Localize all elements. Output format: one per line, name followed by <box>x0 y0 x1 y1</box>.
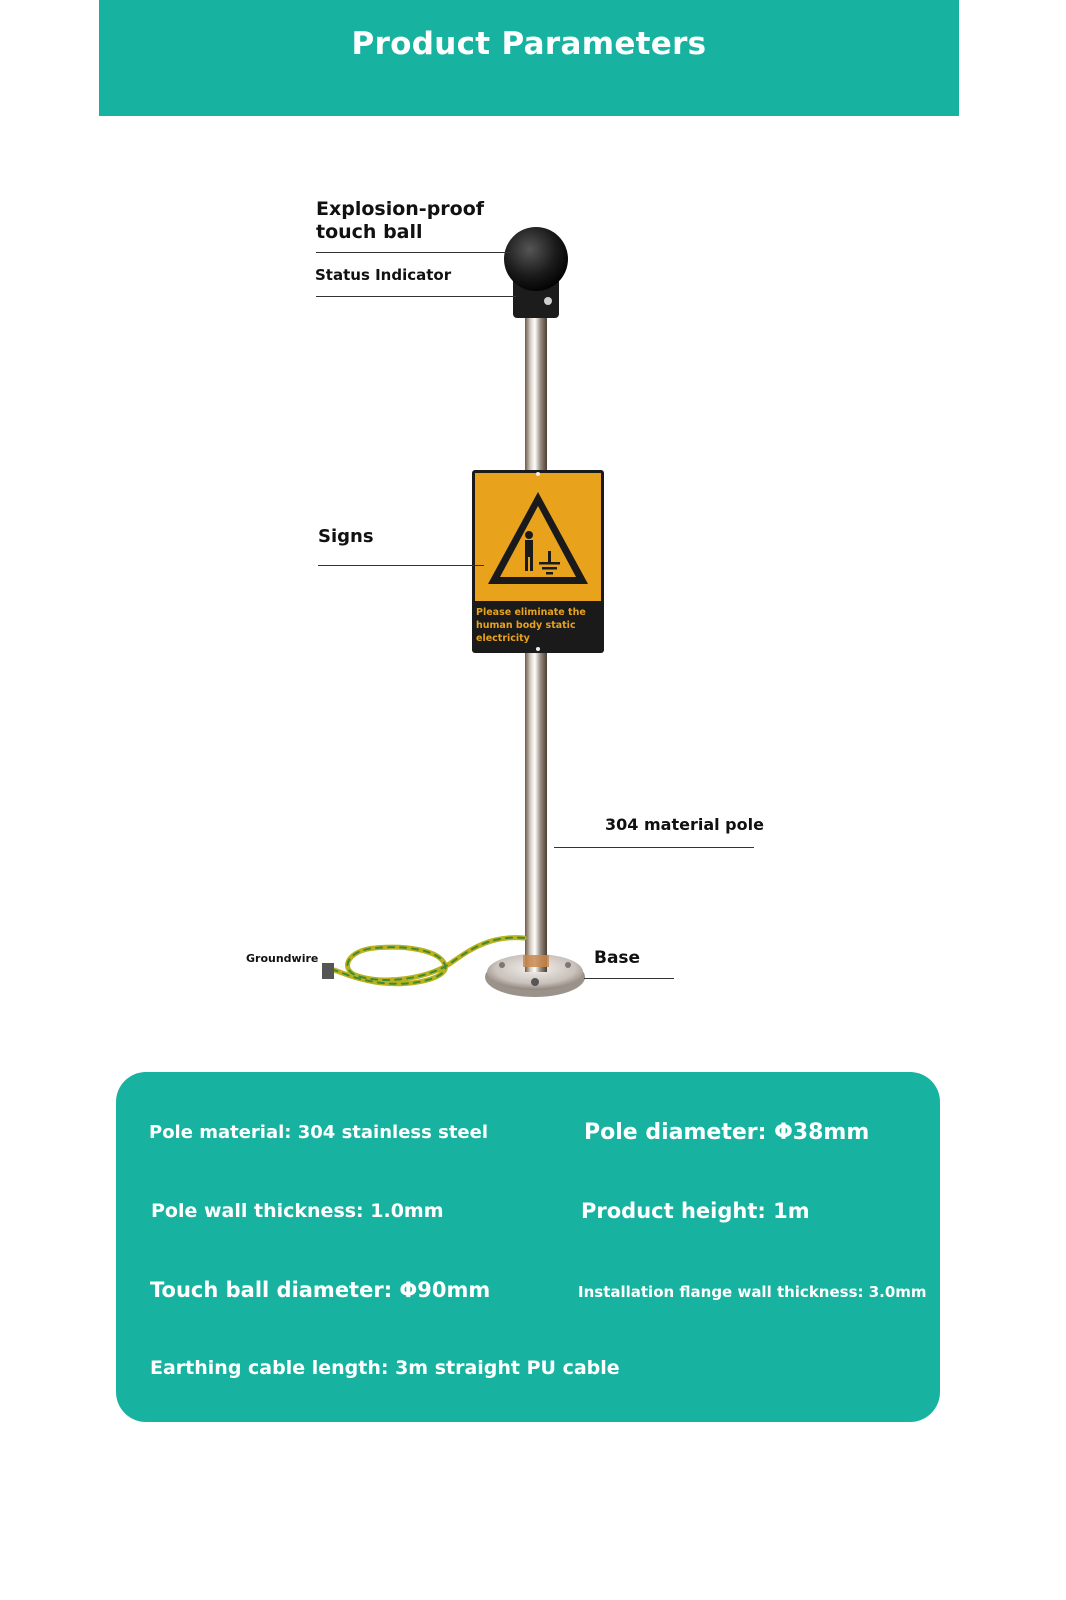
param-pole-material: Pole material: 304 stainless steel <box>149 1122 489 1143</box>
signs-leader <box>318 565 484 566</box>
param-product-height: Product height: 1m <box>581 1199 810 1223</box>
sign-caption: Please eliminate the human body static electricity <box>476 607 586 644</box>
ground-wire-label: Groundwire <box>246 952 319 965</box>
parameters-panel <box>116 1072 940 1422</box>
touch-ball-label: Explosion-proof touch ball <box>316 198 485 243</box>
param-pole-diameter: Pole diameter: Φ38mm <box>584 1120 870 1145</box>
param-ball-diameter: Touch ball diameter: Φ90mm <box>150 1278 491 1302</box>
pole-leader <box>554 847 754 848</box>
base-label: Base <box>594 948 641 968</box>
param-wall-thickness: Pole wall thickness: 1.0mm <box>151 1200 444 1222</box>
base-leader <box>584 978 674 979</box>
touch-ball-leader <box>316 252 512 253</box>
pole-label: 304 material pole <box>605 815 764 834</box>
signs-label: Signs <box>318 526 374 547</box>
status-indicator-leader <box>316 296 516 297</box>
param-flange-thickness: Installation flange wall thickness: 3.0mm <box>578 1283 927 1301</box>
touch-ball <box>504 227 568 318</box>
status-indicator-label: Status Indicator <box>315 266 452 284</box>
param-cable-length: Earthing cable length: 3m straight PU cable <box>150 1357 620 1379</box>
status-indicator-light <box>544 297 552 305</box>
page-title: Product Parameters <box>351 26 707 62</box>
